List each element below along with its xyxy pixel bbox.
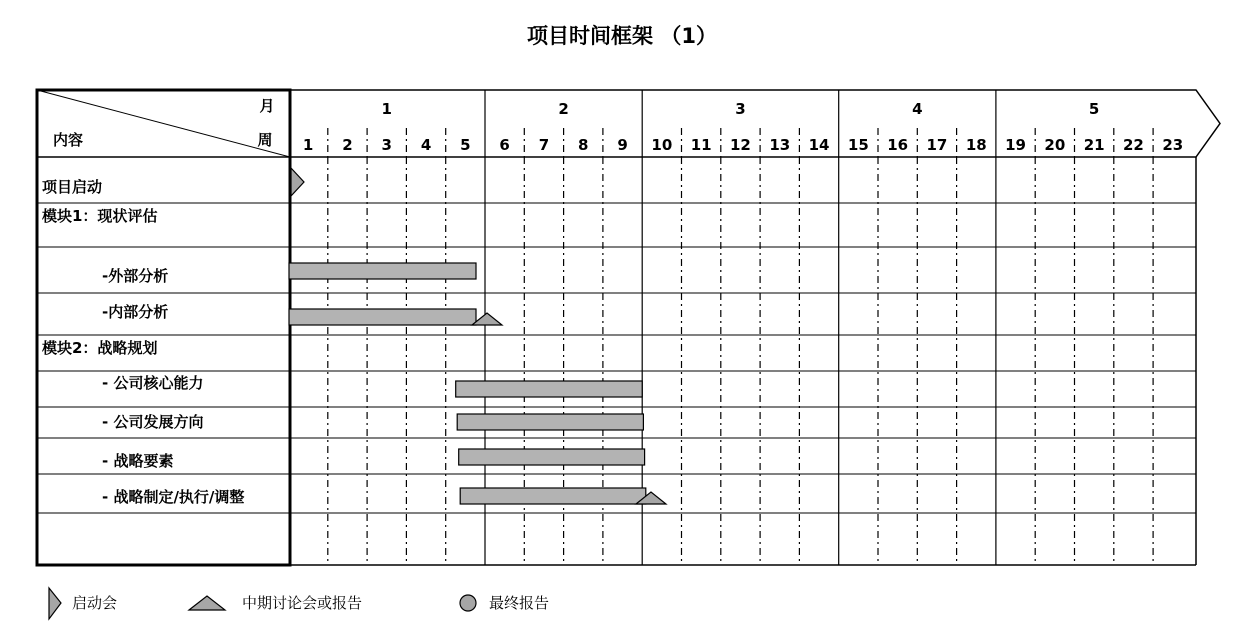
month-label: 5 [1088,100,1100,118]
month-label: 1 [381,100,392,118]
task-bar [457,414,643,430]
task-bar [456,381,643,397]
task-bar [289,309,476,325]
week-label: 5 [460,136,471,154]
legend [49,588,549,619]
task-bars [289,263,646,504]
week-label: 2 [342,136,353,154]
task-bar [459,449,645,465]
week-label: 22 [1123,136,1144,154]
month-header-label: 月 [259,97,275,115]
row-label: - 公司核心能力 [102,374,204,392]
week-label: 1 [302,136,314,154]
row-label: -内部分析 [102,303,169,321]
row-label: - 战略要素 [102,452,174,470]
week-label: 7 [538,136,550,154]
header-frame [37,90,1220,157]
kickoff-marker [291,168,304,196]
week-label: 16 [887,136,909,154]
month-label: 2 [558,100,569,118]
week-label: 3 [381,136,392,154]
week-label: 21 [1083,136,1105,154]
week-label: 17 [926,136,948,154]
row-label: -外部分析 [102,267,169,285]
week-header-label: 周 [257,131,273,149]
month-label: 4 [912,100,923,118]
week-label: 6 [499,136,510,154]
row-label: - 战略制定/执行/调整 [102,488,245,506]
week-label: 14 [808,136,830,154]
interim-legend-label: 中期讨论会或报告 [242,594,363,612]
week-label: 23 [1162,136,1184,154]
row-label: - 公司发展方向 [102,413,204,431]
row-label: 项目启动 [42,178,103,196]
week-label: 4 [420,136,432,154]
task-bar [289,263,476,279]
week-label: 19 [1005,136,1026,154]
row-label: 模块2：战略规划 [42,339,158,357]
kickoff-legend-label: 启动会 [72,594,118,612]
week-label: 20 [1044,136,1066,154]
month-label: 3 [735,100,746,118]
week-label: 18 [965,136,987,154]
week-label: 15 [847,136,869,154]
final-legend-label: 最终报告 [489,594,550,612]
kickoff-legend-symbol [49,588,61,619]
chart-title: 项目时间框架 （1） [527,24,717,48]
content-header-label: 内容 [52,131,84,149]
week-label: 10 [651,136,673,154]
final-legend-symbol [460,595,476,611]
week-label: 13 [769,136,791,154]
week-label: 9 [617,136,628,154]
week-label: 11 [690,136,712,154]
interim-legend-symbol [189,596,225,610]
task-bar [460,488,646,504]
row-labels [42,178,244,506]
row-label: 模块1：现状评估 [42,207,158,225]
week-label: 8 [578,136,589,154]
week-label: 12 [730,136,751,154]
